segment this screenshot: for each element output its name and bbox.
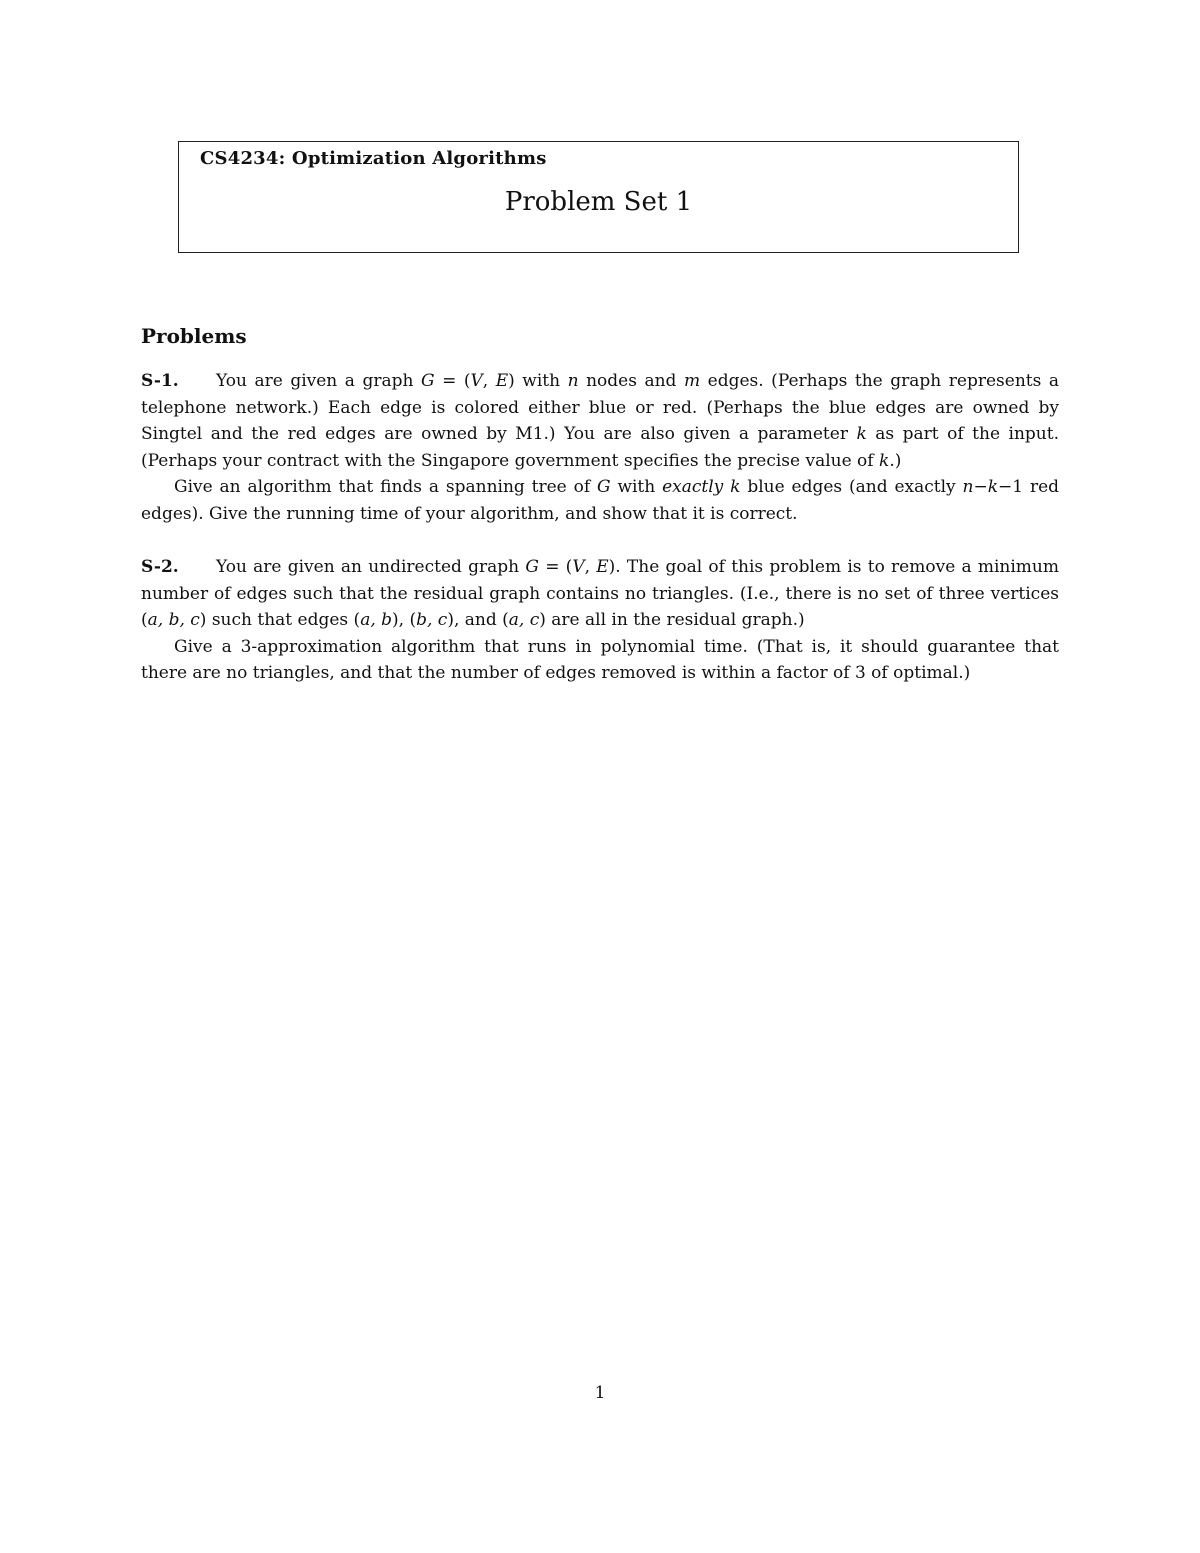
math-var: a, c [508, 610, 540, 630]
math-var: k [879, 450, 890, 471]
text-run: with [610, 477, 663, 497]
math-var: k [987, 477, 999, 497]
text-run: edges. (Perhaps the graph represents a telephone network.) Each edge is colored either blue or red. (Perhaps the blue edges are owned by Singtel and the red edges are owned by M1.) You are also given a parameter [141, 371, 1059, 444]
text-run: Give a 3-approximation algorithm that runs in polynomial time. (That is, it should guarantee that there are no triangles, and that the number of edges removed is within a factor of 3 of optimal.) [141, 636, 1059, 683]
math-var: E [596, 557, 609, 577]
section-heading: Problems [141, 324, 247, 348]
text-run: = ( [538, 557, 573, 577]
course-title: CS4234: Optimization Algorithms [200, 148, 547, 169]
emphasis: exactly [662, 477, 724, 497]
text-run: ) are all in the residual graph.) [539, 610, 805, 630]
math-var: a, b, c [147, 610, 200, 630]
text-run: ), ( [392, 610, 417, 630]
problem-s2-statement [141, 554, 1059, 634]
problem-s2 [141, 554, 1059, 687]
problem-label: S-1. [141, 371, 179, 391]
math-var: G [596, 477, 611, 497]
math-var: k [730, 477, 741, 497]
math-var: V [572, 557, 585, 577]
text-run: , [584, 557, 597, 577]
text-run: blue edges (and exactly [740, 477, 963, 497]
text-run: .) [889, 450, 902, 471]
math-var: V [470, 371, 483, 391]
math-var: G [525, 557, 539, 577]
math-var: k [856, 424, 867, 444]
problem-s2-task [141, 634, 1059, 687]
math-var: n [962, 477, 974, 497]
math-var: n [567, 371, 579, 391]
page-number: 1 [594, 1383, 606, 1403]
title-box [178, 141, 1019, 253]
math-var: E [495, 371, 509, 391]
problem-s1-statement [141, 368, 1059, 474]
text-run: You are given an undirected graph [216, 557, 526, 577]
problem-label: S-2. [141, 557, 179, 577]
math-var: a, b [360, 610, 393, 630]
text-run: ) with [508, 371, 568, 391]
text-run: = ( [434, 371, 471, 391]
problem-s1 [141, 368, 1059, 527]
problem-set-title: Problem Set 1 [504, 187, 693, 217]
text-run: Give an algorithm that finds a spanning tree of [174, 477, 597, 497]
text-run: nodes and [578, 371, 684, 391]
math-var: b, c [416, 610, 448, 630]
text-run: , [482, 371, 496, 391]
problem-s1-task [141, 474, 1059, 527]
math-var: m [683, 371, 701, 391]
text-run: You are given a graph [216, 371, 421, 391]
text-run: ). The goal of this problem is to remove a minimum number of edges such that the residual graph contains no triangles. (I.e., there is no set of three vertices ( [141, 557, 1059, 630]
text-run: ) such that edges ( [199, 610, 361, 630]
text-run: −1 red edges). Give the running time of your algorithm, and show that it is correct. [141, 477, 1060, 524]
text-run: as part of the input. (Perhaps your contract with the Singapore government specifies the precise value of [141, 424, 1059, 471]
text-run: − [973, 477, 988, 497]
text-run: ), and ( [447, 610, 509, 630]
math-var: G [420, 371, 435, 391]
